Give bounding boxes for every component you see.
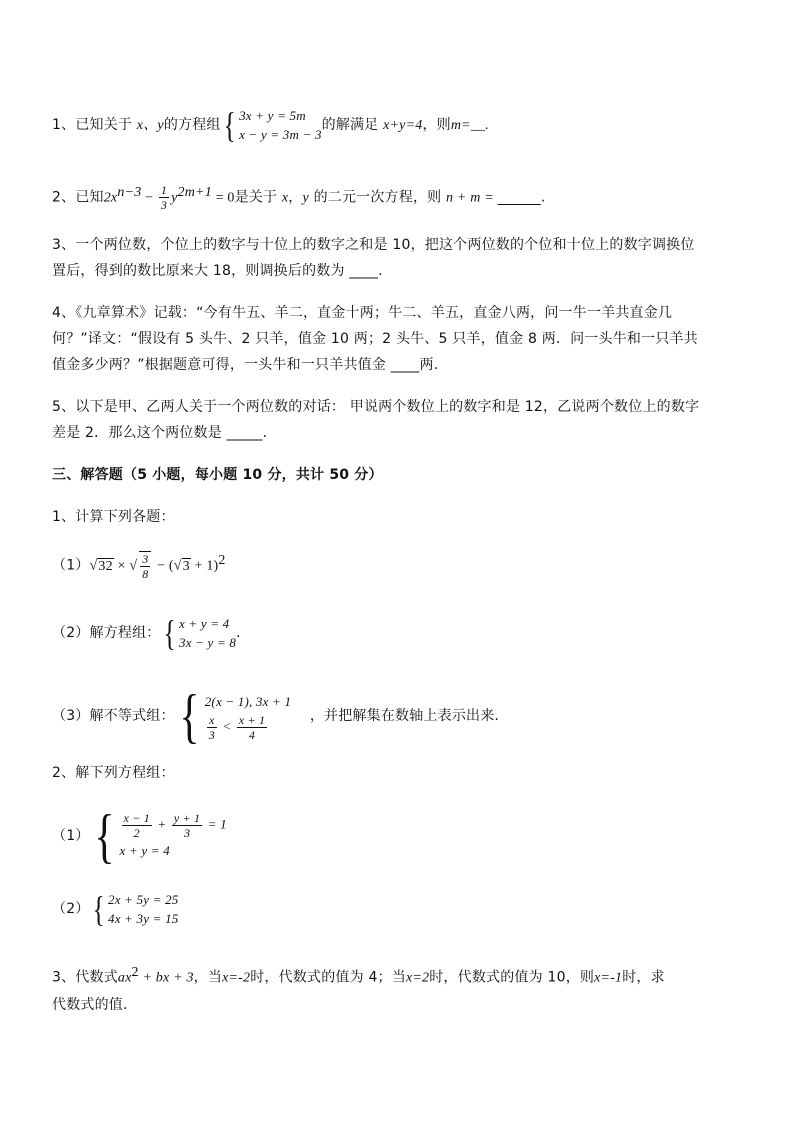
p3-text: 时，代数式的值为 10，则 bbox=[429, 969, 595, 986]
q2-text-post: 的二元一次方程，则 bbox=[313, 189, 442, 206]
question-5 bbox=[52, 394, 742, 446]
frac-den: 2 bbox=[133, 825, 140, 840]
section-heading: 三、解答题（5 小题，每小题 10 分，共计 50 分） bbox=[52, 467, 383, 483]
q2-exp-b: 2m+1 bbox=[177, 185, 212, 200]
question-number: 2、 bbox=[52, 189, 76, 206]
p3-expr-rest: + bx + 3 bbox=[138, 970, 194, 986]
exponent: 2 bbox=[218, 553, 226, 568]
p3-cond-3: x=-1 bbox=[594, 970, 623, 986]
q2-var-y: y bbox=[302, 190, 309, 206]
question-number: 1、 bbox=[52, 117, 76, 133]
frac-num: x − 1 bbox=[123, 810, 150, 825]
q2-answer-blank: ______. bbox=[497, 189, 546, 206]
eq1: 2x + 5y = 25 bbox=[108, 892, 179, 907]
part-3-tail: ，并把解集在数轴上表示出来. bbox=[309, 708, 500, 724]
frac-den: 3 bbox=[160, 198, 168, 213]
q2-text-pre: 已知 bbox=[75, 189, 104, 206]
q2-expr-a: 2x bbox=[103, 190, 118, 206]
p3-text: ，当 bbox=[193, 969, 223, 986]
q3-line-1: 3、一个两位数，个位上的数字与十位上的数字之和是 10，把这个两位数的个位和十位上的数字调换位 bbox=[52, 237, 695, 253]
frac-den: 4 bbox=[248, 727, 256, 742]
inequality-system: { 2(x − 1), 3x + 1 $\frac{x}{3}$ < $\frac{x + 1}{4}$ bbox=[179, 683, 292, 749]
p3-cond-1: x=-2 bbox=[222, 970, 251, 986]
equation-system: { 2x + 5y = 25 4x + 3y = 15 bbox=[92, 889, 179, 929]
frac-num: x bbox=[209, 712, 215, 727]
question-4 bbox=[52, 300, 742, 378]
part-label: （3）解不等式组： bbox=[52, 708, 175, 724]
q5-line-2: 差是 2．那么这个两位数是 _____. bbox=[52, 425, 268, 441]
q4-line-2: 何？”译文：“假设有 5 头牛、2 只羊，值金 10 两；2 头牛、5 只羊，值金 8 两．问一头牛和一只羊共 bbox=[52, 331, 698, 347]
frac-den: 8 bbox=[142, 566, 149, 581]
q1-equation-system: { 3x + y = 5m x − y = 3m − 3 bbox=[223, 105, 322, 145]
q2-eq: = 0 bbox=[211, 190, 235, 206]
q1-text-mid: 的方程组 bbox=[163, 117, 221, 133]
equation-system: { $\frac{x - 1}{2}$ + $\frac{y + 1}{3}$ = 1 x + y = 4 bbox=[93, 803, 227, 869]
p3-text: 3、代数式 bbox=[52, 969, 118, 986]
question-2 bbox=[52, 180, 742, 212]
frac-num: 3 bbox=[142, 551, 149, 566]
eq1: x + y = 4 bbox=[179, 616, 230, 631]
eq1 bbox=[120, 811, 227, 840]
q4-line-3: 值金多少两？”根据题意可得，一头牛和一只羊共值金 ____两. bbox=[52, 357, 439, 373]
equation-system: { x + y = 4 3x − y = 8 bbox=[163, 613, 237, 653]
p3-text: 时，代数式的值为 4；当 bbox=[250, 969, 406, 986]
part-label: （2） bbox=[52, 901, 90, 917]
q2-sep: ， bbox=[288, 189, 303, 206]
frac-num: y + 1 bbox=[173, 810, 201, 825]
frac-den: 3 bbox=[183, 825, 191, 840]
q1-eq1: 3x + y = 5m bbox=[239, 108, 306, 123]
p3-cond-2: x=2 bbox=[405, 970, 430, 986]
q4-line-1: 4、《九章算术》记载：“今有牛五、羊二，直金十两；牛二、羊五，直金八两，问一牛一羊共直金几 bbox=[52, 305, 673, 321]
eq-rhs: = 1 bbox=[204, 815, 227, 831]
problem-3-line-1 bbox=[52, 960, 742, 992]
q3-line-2: 置后，得到的数比原来大 18，则调换后的数为 ____. bbox=[52, 263, 383, 279]
q2-text-mid: 是关于 bbox=[234, 189, 278, 206]
eq2: 4x + 3y = 15 bbox=[108, 911, 179, 926]
problem-3 bbox=[52, 960, 742, 1018]
problem-1-part-3 bbox=[52, 683, 742, 749]
sqrt-fraction bbox=[139, 551, 151, 581]
lt-sign: < bbox=[218, 717, 235, 733]
q1-text-tail: ，则 bbox=[422, 117, 451, 133]
problem-2-part-2 bbox=[52, 890, 742, 928]
eq2: x + y = 4 bbox=[119, 842, 170, 858]
q2-answer-expr: n + m = bbox=[446, 190, 498, 206]
q1-eq2: x − y = 3m − 3 bbox=[239, 127, 322, 142]
problem-1-part-1: （1）√32 × √ $\frac{3}{8}$ − $(√3 + 1)^2$ bbox=[52, 551, 226, 581]
q2-exp-a: n−3 bbox=[117, 185, 142, 200]
q1-text-pre: 已知关于 bbox=[75, 117, 133, 133]
times-sign: × bbox=[113, 558, 130, 574]
problem-2-title: 2、解下列方程组： bbox=[52, 765, 175, 781]
ineq1: 2(x − 1), 3x + 1 bbox=[204, 693, 292, 709]
radicand-3: 3 bbox=[182, 558, 190, 574]
problem-1-title: 1、计算下列各题： bbox=[52, 509, 175, 525]
p3-exp: 2 bbox=[131, 965, 139, 980]
q1-answer-blank: m=__. bbox=[450, 118, 489, 133]
q1-vars: x、y bbox=[136, 118, 164, 133]
expr-part: + 1) bbox=[190, 558, 219, 574]
eq2: 3x − y = 8 bbox=[179, 635, 237, 650]
problem-3-line-2: 代数式的值. bbox=[52, 996, 128, 1013]
question-3 bbox=[52, 232, 742, 284]
expr-part: − ( bbox=[153, 558, 174, 574]
problem-1-part-2 bbox=[52, 614, 742, 652]
question-1 bbox=[52, 106, 742, 144]
frac-num: x + 1 bbox=[238, 712, 266, 727]
q2-minus: − bbox=[141, 190, 157, 206]
q2-fraction bbox=[159, 183, 169, 212]
ineq2 bbox=[205, 713, 291, 742]
part-label: （1） bbox=[52, 828, 90, 844]
q5-line-1: 5、以下是甲、乙两人关于一个两位数的对话： 甲说两个数位上的数字和是 12，乙说两个数位上的数字 bbox=[52, 399, 700, 415]
part-label: （1） bbox=[52, 557, 90, 574]
frac-den: 3 bbox=[208, 727, 215, 742]
plus-sign: + bbox=[153, 815, 170, 831]
q2-expr-b: y bbox=[171, 190, 178, 206]
p3-expr: ax bbox=[117, 970, 132, 986]
frac-num: 1 bbox=[160, 183, 168, 198]
period: . bbox=[236, 625, 241, 641]
problem-2-part-1 bbox=[52, 803, 742, 869]
part-label: （2）解方程组： bbox=[52, 625, 161, 641]
q1-condition: x+y=4 bbox=[383, 118, 423, 133]
q1-text-post: 的解满足 bbox=[321, 117, 379, 133]
q2-var-x: x bbox=[281, 190, 289, 206]
radicand-32: 32 bbox=[98, 558, 113, 574]
p3-text: 时，求 bbox=[622, 969, 665, 986]
